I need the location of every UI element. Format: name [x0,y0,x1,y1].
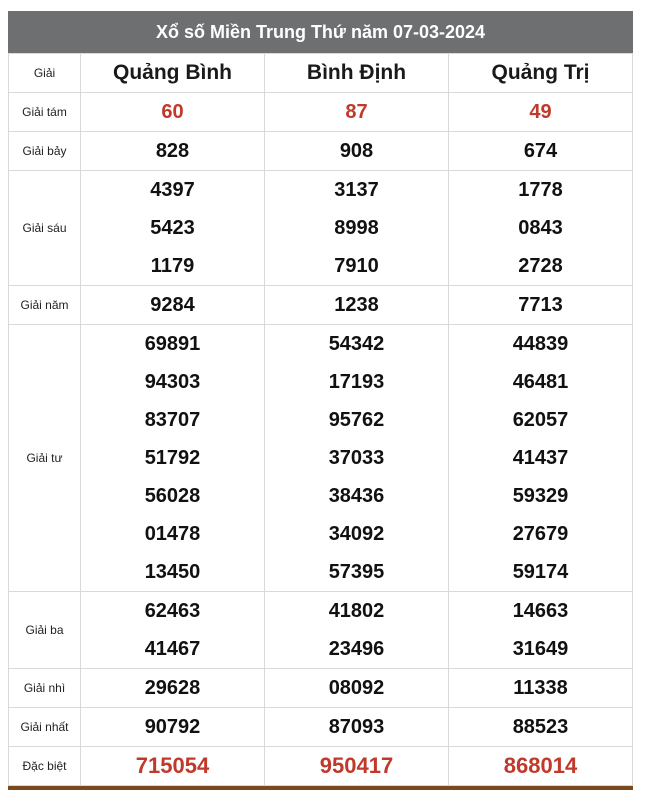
prize-number: 29628 [144,677,201,699]
prize-cell [265,325,449,592]
prize-number: 38436 [328,485,385,507]
prize-cell [265,708,449,747]
prize-number: 715054 [135,753,210,778]
prize-number: 94303 [144,371,201,393]
prize-label: Giải nhì [9,669,81,708]
prize-label: Đặc biệt [9,747,81,786]
prize-number: 950417 [319,753,394,778]
prize-cell [265,669,449,708]
prize-number: 908 [339,140,374,162]
header-prize-label: Giải [9,54,81,93]
prize-label: Giải ba [9,592,81,669]
prize-number: 62057 [512,409,569,431]
prize-number: 01478 [144,523,201,545]
prize-cell [81,669,265,708]
prize-number: 88523 [512,716,569,738]
prize-number: 7910 [334,255,379,277]
prize-row [9,171,633,286]
prize-number: 868014 [503,753,578,778]
prize-label: Giải năm [9,286,81,325]
prize-cell [265,747,449,786]
prize-cell [81,592,265,669]
prize-number: 5423 [150,217,195,239]
prize-number: 87093 [328,716,385,738]
prize-cell [81,325,265,592]
prize-number: 41437 [512,447,569,469]
prize-label: Giải tư [9,325,81,592]
prize-number: 14663 [512,600,569,622]
prize-number: 9284 [150,294,195,316]
prize-number: 95762 [328,409,385,431]
prize-number: 46481 [512,371,569,393]
prize-number: 27679 [512,523,569,545]
prize-number: 59329 [512,485,569,507]
prize-number: 57395 [328,561,385,583]
prize-cell [81,286,265,325]
prize-label: Giải tám [9,93,81,132]
prize-cell [449,325,633,592]
prize-cell [81,171,265,286]
prize-cell [81,747,265,786]
results-title: Xổ số Miền Trung Thứ năm 07-03-2024 [8,11,633,53]
prize-number: 54342 [328,333,385,355]
prize-cell [449,592,633,669]
prize-number: 44839 [512,333,569,355]
prize-cell [449,747,633,786]
prize-number: 60 [161,101,184,123]
prize-number: 828 [155,140,190,162]
prize-number: 62463 [144,600,201,622]
prize-number: 674 [523,140,558,162]
prize-cell [449,669,633,708]
prize-number: 2728 [518,255,563,277]
prize-number: 7713 [518,294,563,316]
prize-number: 1238 [334,294,379,316]
prize-row [9,93,633,132]
province-header[interactable]: Quảng Trị [449,54,633,93]
prize-row [9,669,633,708]
prize-label: Giải sáu [9,171,81,286]
prize-number: 08092 [328,677,385,699]
prize-cell [81,93,265,132]
prize-cell [81,708,265,747]
prize-number: 13450 [144,561,201,583]
prize-number: 56028 [144,485,201,507]
prize-number: 59174 [512,561,569,583]
prize-number: 37033 [328,447,385,469]
prize-cell [265,286,449,325]
prize-row [9,286,633,325]
prize-number: 4397 [150,179,195,201]
prize-number: 3137 [334,179,379,201]
prize-cell [265,171,449,286]
prize-rows [9,93,633,786]
prize-cell [265,132,449,171]
prize-cell [265,592,449,669]
prize-number: 41467 [144,638,201,660]
prize-number: 34092 [328,523,385,545]
table-header-row [9,54,633,93]
prize-number: 1179 [150,255,195,277]
prize-number: 11338 [513,677,568,699]
prize-number: 1778 [518,179,563,201]
prize-number: 17193 [328,371,385,393]
prize-number: 8998 [334,217,379,239]
prize-cell [449,171,633,286]
lottery-results-panel [8,11,633,790]
prize-row [9,325,633,592]
prize-number: 69891 [144,333,201,355]
prize-number: 49 [529,101,552,123]
prize-row [9,592,633,669]
prize-number: 23496 [328,638,385,660]
prize-number: 41802 [328,600,385,622]
results-table [8,53,633,786]
prize-row [9,747,633,786]
prize-label: Giải nhất [9,708,81,747]
prize-cell [449,93,633,132]
prize-cell [449,708,633,747]
prize-cell [449,132,633,171]
prize-number: 90792 [144,716,201,738]
prize-cell [449,286,633,325]
bottom-divider [8,786,633,790]
prize-number: 31649 [512,638,569,660]
prize-number: 87 [345,101,368,123]
prize-number: 0843 [518,217,563,239]
prize-cell [81,132,265,171]
prize-row [9,132,633,171]
prize-label: Giải bảy [9,132,81,171]
prize-cell [265,93,449,132]
province-header[interactable]: Bình Định [265,54,449,93]
prize-row [9,708,633,747]
prize-number: 83707 [144,409,201,431]
prize-number: 51792 [144,447,201,469]
province-header[interactable]: Quảng Bình [81,54,265,93]
